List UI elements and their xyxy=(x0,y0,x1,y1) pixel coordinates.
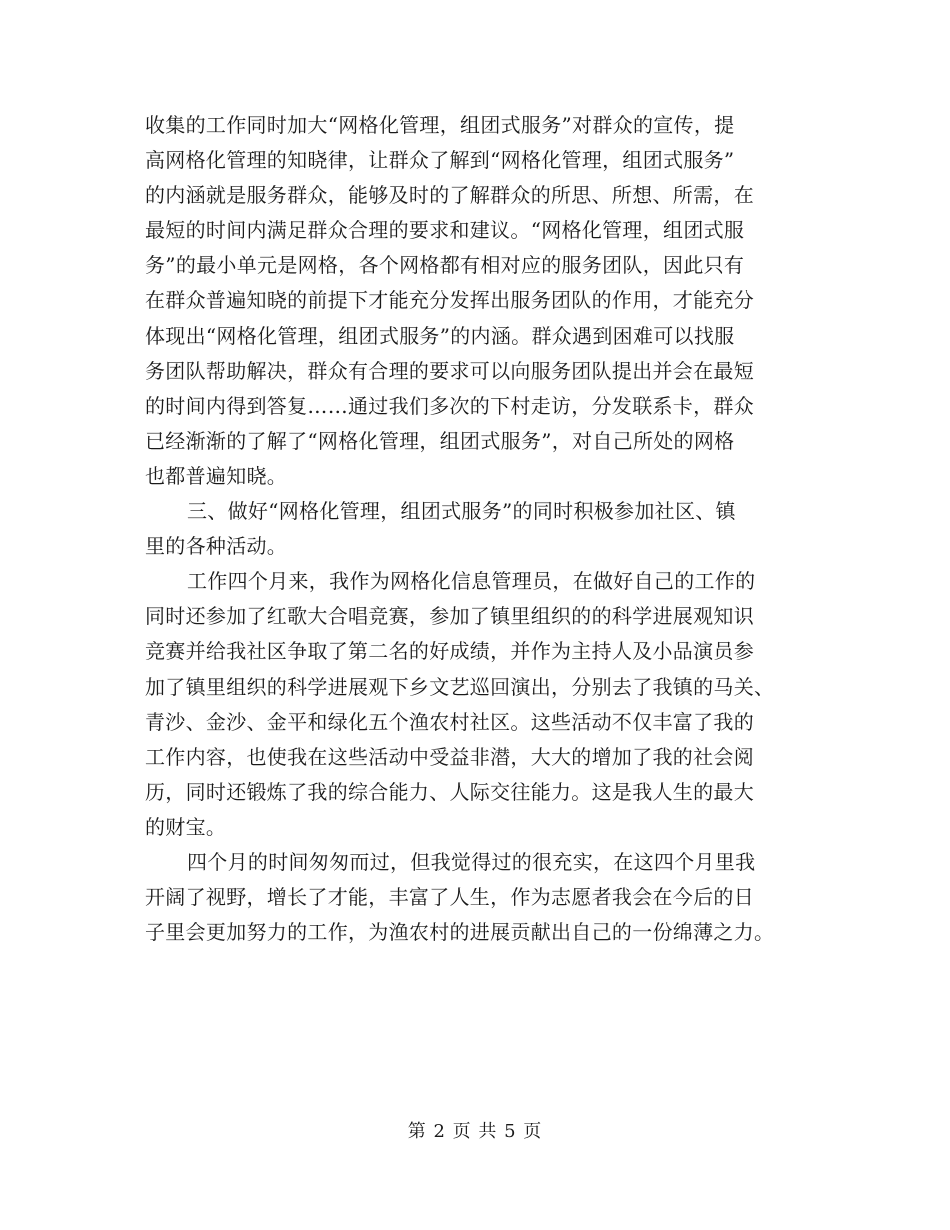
text-line: 青沙、金沙、金平和绿化五个渔农村社区。这些活动不仅丰富了我的 xyxy=(145,709,754,734)
text-line: 务”的最小单元是网格，各个网格都有相对应的服务团队，因此只有 xyxy=(145,253,745,278)
text-line: 加了镇里组织的科学进展观下乡文艺巡回演出，分别去了我镇的马关、 xyxy=(145,674,775,699)
text-line: 子里会更加努力的工作，为渔农村的进展贡献出自己的一份绵薄之力。 xyxy=(145,920,775,945)
text-line: 高网格化管理的知晓律，让群众了解到“网格化管理，组团式服务” xyxy=(145,148,735,173)
page-number: 第 2 页 共 5 页 xyxy=(407,1121,543,1142)
body-text xyxy=(145,108,805,950)
text-line: 的财宝。 xyxy=(145,814,227,839)
text-line: 工作内容，也使我在这些活动中受益非潜，大大的增加了我的社会阅 xyxy=(145,744,754,769)
text-line: 的内涵就是服务群众，能够及时的了解群众的所思、所想、所需，在 xyxy=(145,183,754,208)
section-heading-line: 里的各种活动。 xyxy=(145,534,288,559)
text-line: 最短的时间内满足群众合理的要求和建议。“网格化管理，组团式服 xyxy=(145,218,745,243)
text-line: 务团队帮助解决，群众有合理的要求可以向服务团队提出并会在最短 xyxy=(145,358,754,383)
text-line: 开阔了视野，增长了才能，丰富了人生，作为志愿者我会在今后的日 xyxy=(145,885,754,910)
text-line: 的时间内得到答复……通过我们多次的下村走访，分发联系卡，群众 xyxy=(145,393,754,418)
text-line: 收集的工作同时加大“网格化管理，组团式服务”对群众的宣传，提 xyxy=(145,113,735,137)
text-line: 工作四个月来，我作为网格化信息管理员，在做好自己的工作的 xyxy=(187,569,756,594)
section-heading-line: 三、做好“网格化管理，组团式服务”的同时积极参加社区、镇 xyxy=(187,499,736,524)
text-line: 同时还参加了红歌大合唱竞赛，参加了镇里组织的的科学进展观知识 xyxy=(145,604,754,629)
text-line: 在群众普遍知晓的前提下才能充分发挥出服务团队的作用，才能充分 xyxy=(145,288,754,313)
text-line: 已经渐渐的了解了“网格化管理，组团式服务”，对自己所处的网格 xyxy=(145,428,735,453)
text-line: 也都普遍知晓。 xyxy=(145,463,288,488)
text-line: 体现出“网格化管理，组团式服务”的内涵。群众遇到困难可以找服 xyxy=(145,323,735,348)
text-line: 竞赛并给我社区争取了第二名的好成绩，并作为主持人及小品演员参 xyxy=(145,639,754,664)
text-line: 历，同时还锻炼了我的综合能力、人际交往能力。这是我人生的最大 xyxy=(145,779,754,804)
text-line: 四个月的时间匆匆而过，但我觉得过的很充实，在这四个月里我 xyxy=(187,849,756,874)
